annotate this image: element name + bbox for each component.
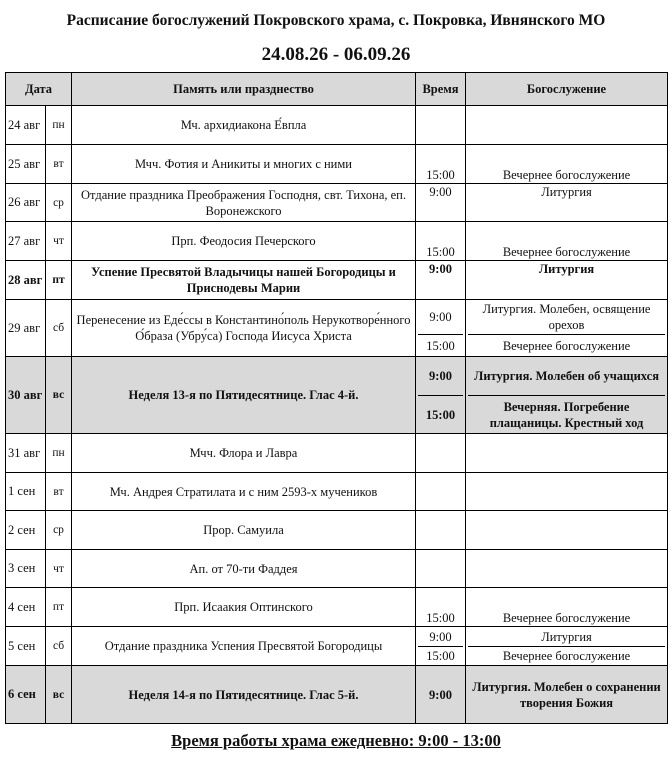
column-header-date: Дата: [6, 73, 72, 106]
memory-cell: Мчч. Флора и Лавра: [72, 434, 416, 473]
service-value: Литургия. Молебен о сохранении творения Божия: [472, 679, 661, 710]
service-slots: [468, 300, 665, 356]
time-slots: [418, 511, 463, 549]
time-cell: [416, 184, 466, 222]
table-row: [6, 434, 668, 473]
service-value: Литургия: [541, 185, 592, 199]
time-value: 9:00: [429, 687, 452, 702]
memory-cell: Ап. от 70-ти Фаддея: [72, 550, 416, 588]
time-cell: [416, 550, 466, 588]
memory-cell: Неделя 13-я по Пятидесятнице. Глас 4-й.: [72, 357, 416, 434]
table-row: [6, 184, 668, 222]
column-header-service: Богослужение: [466, 73, 668, 106]
weekday-cell: вс: [46, 357, 72, 434]
column-header-memory: Память или празднество: [72, 73, 416, 106]
table-row: [6, 550, 668, 588]
time-value: 15:00: [426, 168, 455, 182]
date-cell: 31 авг: [6, 434, 46, 473]
time-slots: [418, 588, 463, 626]
service-value: Литургия: [541, 629, 592, 644]
time-value: 9:00: [429, 369, 452, 383]
time-cell: [416, 106, 466, 145]
memory-cell: Прп. Феодосия Печерского: [72, 222, 416, 261]
table-header-row: [6, 73, 668, 106]
time-value: 9:00: [429, 310, 452, 324]
memory-cell: Мч. архидиакона Е́впла: [72, 106, 416, 145]
time-value: 15:00: [418, 334, 463, 356]
weekday-cell: вс: [46, 666, 72, 724]
weekday-cell: сб: [46, 627, 72, 666]
time-slots: [418, 627, 463, 665]
date-cell: 28 авг: [6, 261, 46, 300]
table-row: [6, 300, 668, 357]
service-cell: [466, 511, 668, 550]
service-cell: [466, 666, 668, 724]
service-cell: [466, 300, 668, 357]
time-slots: [418, 434, 463, 472]
memory-cell: Перенесение из Еде́ссы в Константино́поль Нерукотворе́нного О́браза (Убру́са) Господа Иисуса Христа: [72, 300, 416, 357]
service-cell: [466, 434, 668, 473]
time-value: 15:00: [426, 245, 455, 259]
memory-cell: Отдание праздника Преображения Господня, свт. Тихона, еп. Воронежского: [72, 184, 416, 222]
date-cell: 26 авг: [6, 184, 46, 222]
time-slots: [418, 357, 463, 433]
date-cell: 2 сен: [6, 511, 46, 550]
service-slots: [468, 184, 665, 221]
date-cell: 4 сен: [6, 588, 46, 627]
service-value: Вечернее богослужение: [468, 646, 665, 665]
weekday-cell: пт: [46, 588, 72, 627]
time-value: 9:00: [429, 185, 452, 199]
weekday-cell: чт: [46, 550, 72, 588]
service-slots: [468, 550, 665, 587]
date-cell: 5 сен: [6, 627, 46, 666]
service-slots: [468, 222, 665, 260]
table-row: [6, 511, 668, 550]
service-slots: [468, 627, 665, 665]
service-cell: [466, 550, 668, 588]
table-row: [6, 357, 668, 434]
time-cell: [416, 300, 466, 357]
time-slots: [418, 106, 463, 144]
service-cell: [466, 184, 668, 222]
time-slots: [418, 473, 463, 510]
service-cell: [466, 627, 668, 666]
time-value: 15:00: [418, 395, 463, 433]
service-value: Литургия: [538, 262, 595, 276]
service-slots: [468, 434, 665, 472]
weekday-cell: пн: [46, 434, 72, 473]
memory-cell: Мчч. Фотия и Аникиты и многих с ними: [72, 145, 416, 184]
table-row: [6, 145, 668, 184]
service-cell: [466, 588, 668, 627]
time-slots: [418, 261, 463, 299]
time-value: 15:00: [418, 646, 463, 665]
time-slots: [418, 300, 463, 356]
time-value: 9:00: [429, 629, 452, 644]
time-cell: [416, 434, 466, 473]
memory-cell: Прп. Исаакия Оптинского: [72, 588, 416, 627]
document-title: Расписание богослужений Покровского храма, с. Покровка, Ивнянского МО: [66, 12, 606, 29]
time-cell: [416, 511, 466, 550]
service-slots: [468, 588, 665, 626]
date-cell: 27 авг: [6, 222, 46, 261]
schedule-table: [5, 72, 668, 724]
table-row: [6, 588, 668, 627]
date-cell: 1 сен: [6, 473, 46, 511]
memory-cell: Прор. Самуила: [72, 511, 416, 550]
service-value: Вечернее богослужение: [468, 334, 665, 356]
table-row: [6, 627, 668, 666]
service-cell: [466, 357, 668, 434]
service-value: Вечернее богослужение: [502, 611, 631, 625]
service-value: Литургия. Молебен, освящение орехов: [482, 302, 651, 332]
date-cell: 25 авг: [6, 145, 46, 184]
service-value: Литургия. Молебен об учащихся: [474, 369, 659, 383]
time-cell: [416, 473, 466, 511]
date-cell: 6 сен: [6, 666, 46, 724]
column-header-time: Время: [416, 73, 466, 106]
time-slots: [418, 550, 463, 587]
memory-cell: Неделя 14-я по Пятидесятнице. Глас 5-й.: [72, 666, 416, 724]
service-value: Вечернее богослужение: [502, 168, 631, 182]
time-value: 15:00: [426, 611, 455, 625]
time-value: 9:00: [429, 262, 452, 276]
service-slots: [468, 666, 665, 723]
date-cell: 29 авг: [6, 300, 46, 357]
date-cell: 24 авг: [6, 106, 46, 145]
time-cell: [416, 666, 466, 724]
date-range: 24.08.26 - 06.09.26: [261, 44, 411, 65]
table-row: [6, 261, 668, 300]
table-row: [6, 473, 668, 511]
time-slots: [418, 184, 463, 221]
table-row: [6, 666, 668, 724]
memory-cell: Отдание праздника Успения Пресвятой Богородицы: [72, 627, 416, 666]
time-cell: [416, 222, 466, 261]
time-cell: [416, 627, 466, 666]
weekday-cell: ср: [46, 184, 72, 222]
date-cell: 30 авг: [6, 357, 46, 434]
time-cell: [416, 261, 466, 300]
service-slots: [468, 145, 665, 183]
time-slots: [418, 666, 463, 723]
time-cell: [416, 588, 466, 627]
weekday-cell: ср: [46, 511, 72, 550]
weekday-cell: пн: [46, 106, 72, 145]
memory-cell: Мч. Андрея Стратилата и с ним 2593-х мучеников: [72, 473, 416, 511]
table-row: [6, 106, 668, 145]
weekday-cell: вт: [46, 145, 72, 184]
table-row: [6, 222, 668, 261]
service-cell: [466, 222, 668, 261]
service-slots: [468, 106, 665, 144]
memory-cell: Успение Пресвятой Владычицы нашей Богородицы и Приснодевы Марии: [72, 261, 416, 300]
time-cell: [416, 145, 466, 184]
service-slots: [468, 357, 665, 433]
service-cell: [466, 261, 668, 300]
service-cell: [466, 473, 668, 511]
time-slots: [418, 222, 463, 260]
service-value: Вечернее богослужение: [502, 245, 631, 259]
weekday-cell: сб: [46, 300, 72, 357]
date-cell: 3 сен: [6, 550, 46, 588]
opening-hours: Время работы храма ежедневно: 9:00 - 13:00: [171, 731, 501, 750]
service-slots: [468, 261, 665, 299]
weekday-cell: пт: [46, 261, 72, 300]
weekday-cell: чт: [46, 222, 72, 261]
weekday-cell: вт: [46, 473, 72, 511]
service-cell: [466, 145, 668, 184]
service-slots: [468, 511, 665, 549]
service-slots: [468, 473, 665, 510]
time-cell: [416, 357, 466, 434]
time-slots: [418, 145, 463, 183]
service-cell: [466, 106, 668, 145]
service-value: Вечерняя. Погребение плащаницы. Крестный ход: [468, 395, 665, 433]
